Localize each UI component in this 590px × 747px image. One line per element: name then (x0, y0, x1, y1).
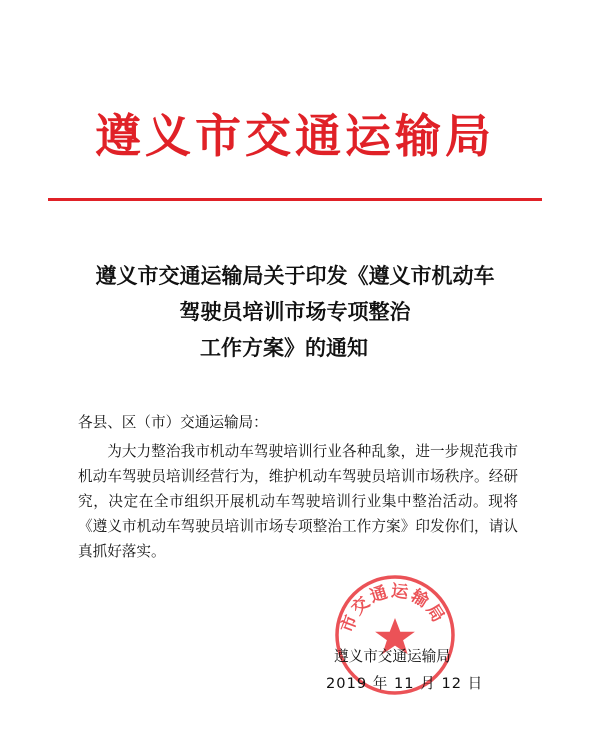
body-paragraph: 为大力整治我市机动车驾驶培训行业各种乱象，进一步规范我市机动车驾驶员培训经营行为，维护机动车驾驶员培训市场秩序。经研究，决定在全市组织开展机动车驾驶培训行业集中整治活动。现将《遵义市机动车驾驶员培训市场专项整治工作方案》印发你们，请认真抓好落实。 (78, 443, 518, 560)
letterhead-divider (48, 198, 542, 201)
document-body (78, 410, 518, 564)
signature-org: 遵义市交通运输局 (334, 648, 451, 665)
title-line-2: 驾驶员培训市场专项整治 (179, 299, 411, 324)
title-line-3: 工作方案》的通知 (200, 335, 368, 360)
salutation: 各县、区（市）交通运输局： (78, 414, 268, 431)
signature-block (320, 643, 520, 697)
signature-date: 2019 年 11 月 12 日 (326, 675, 484, 692)
svg-text:市交通运输局: 市交通运输局 (337, 581, 450, 636)
title-line-1: 遵义市交通运输局关于印发《遵义市机动车 (95, 263, 495, 288)
document-title (60, 258, 530, 366)
letterhead-title: 遵义市交通运输局 (95, 109, 495, 163)
